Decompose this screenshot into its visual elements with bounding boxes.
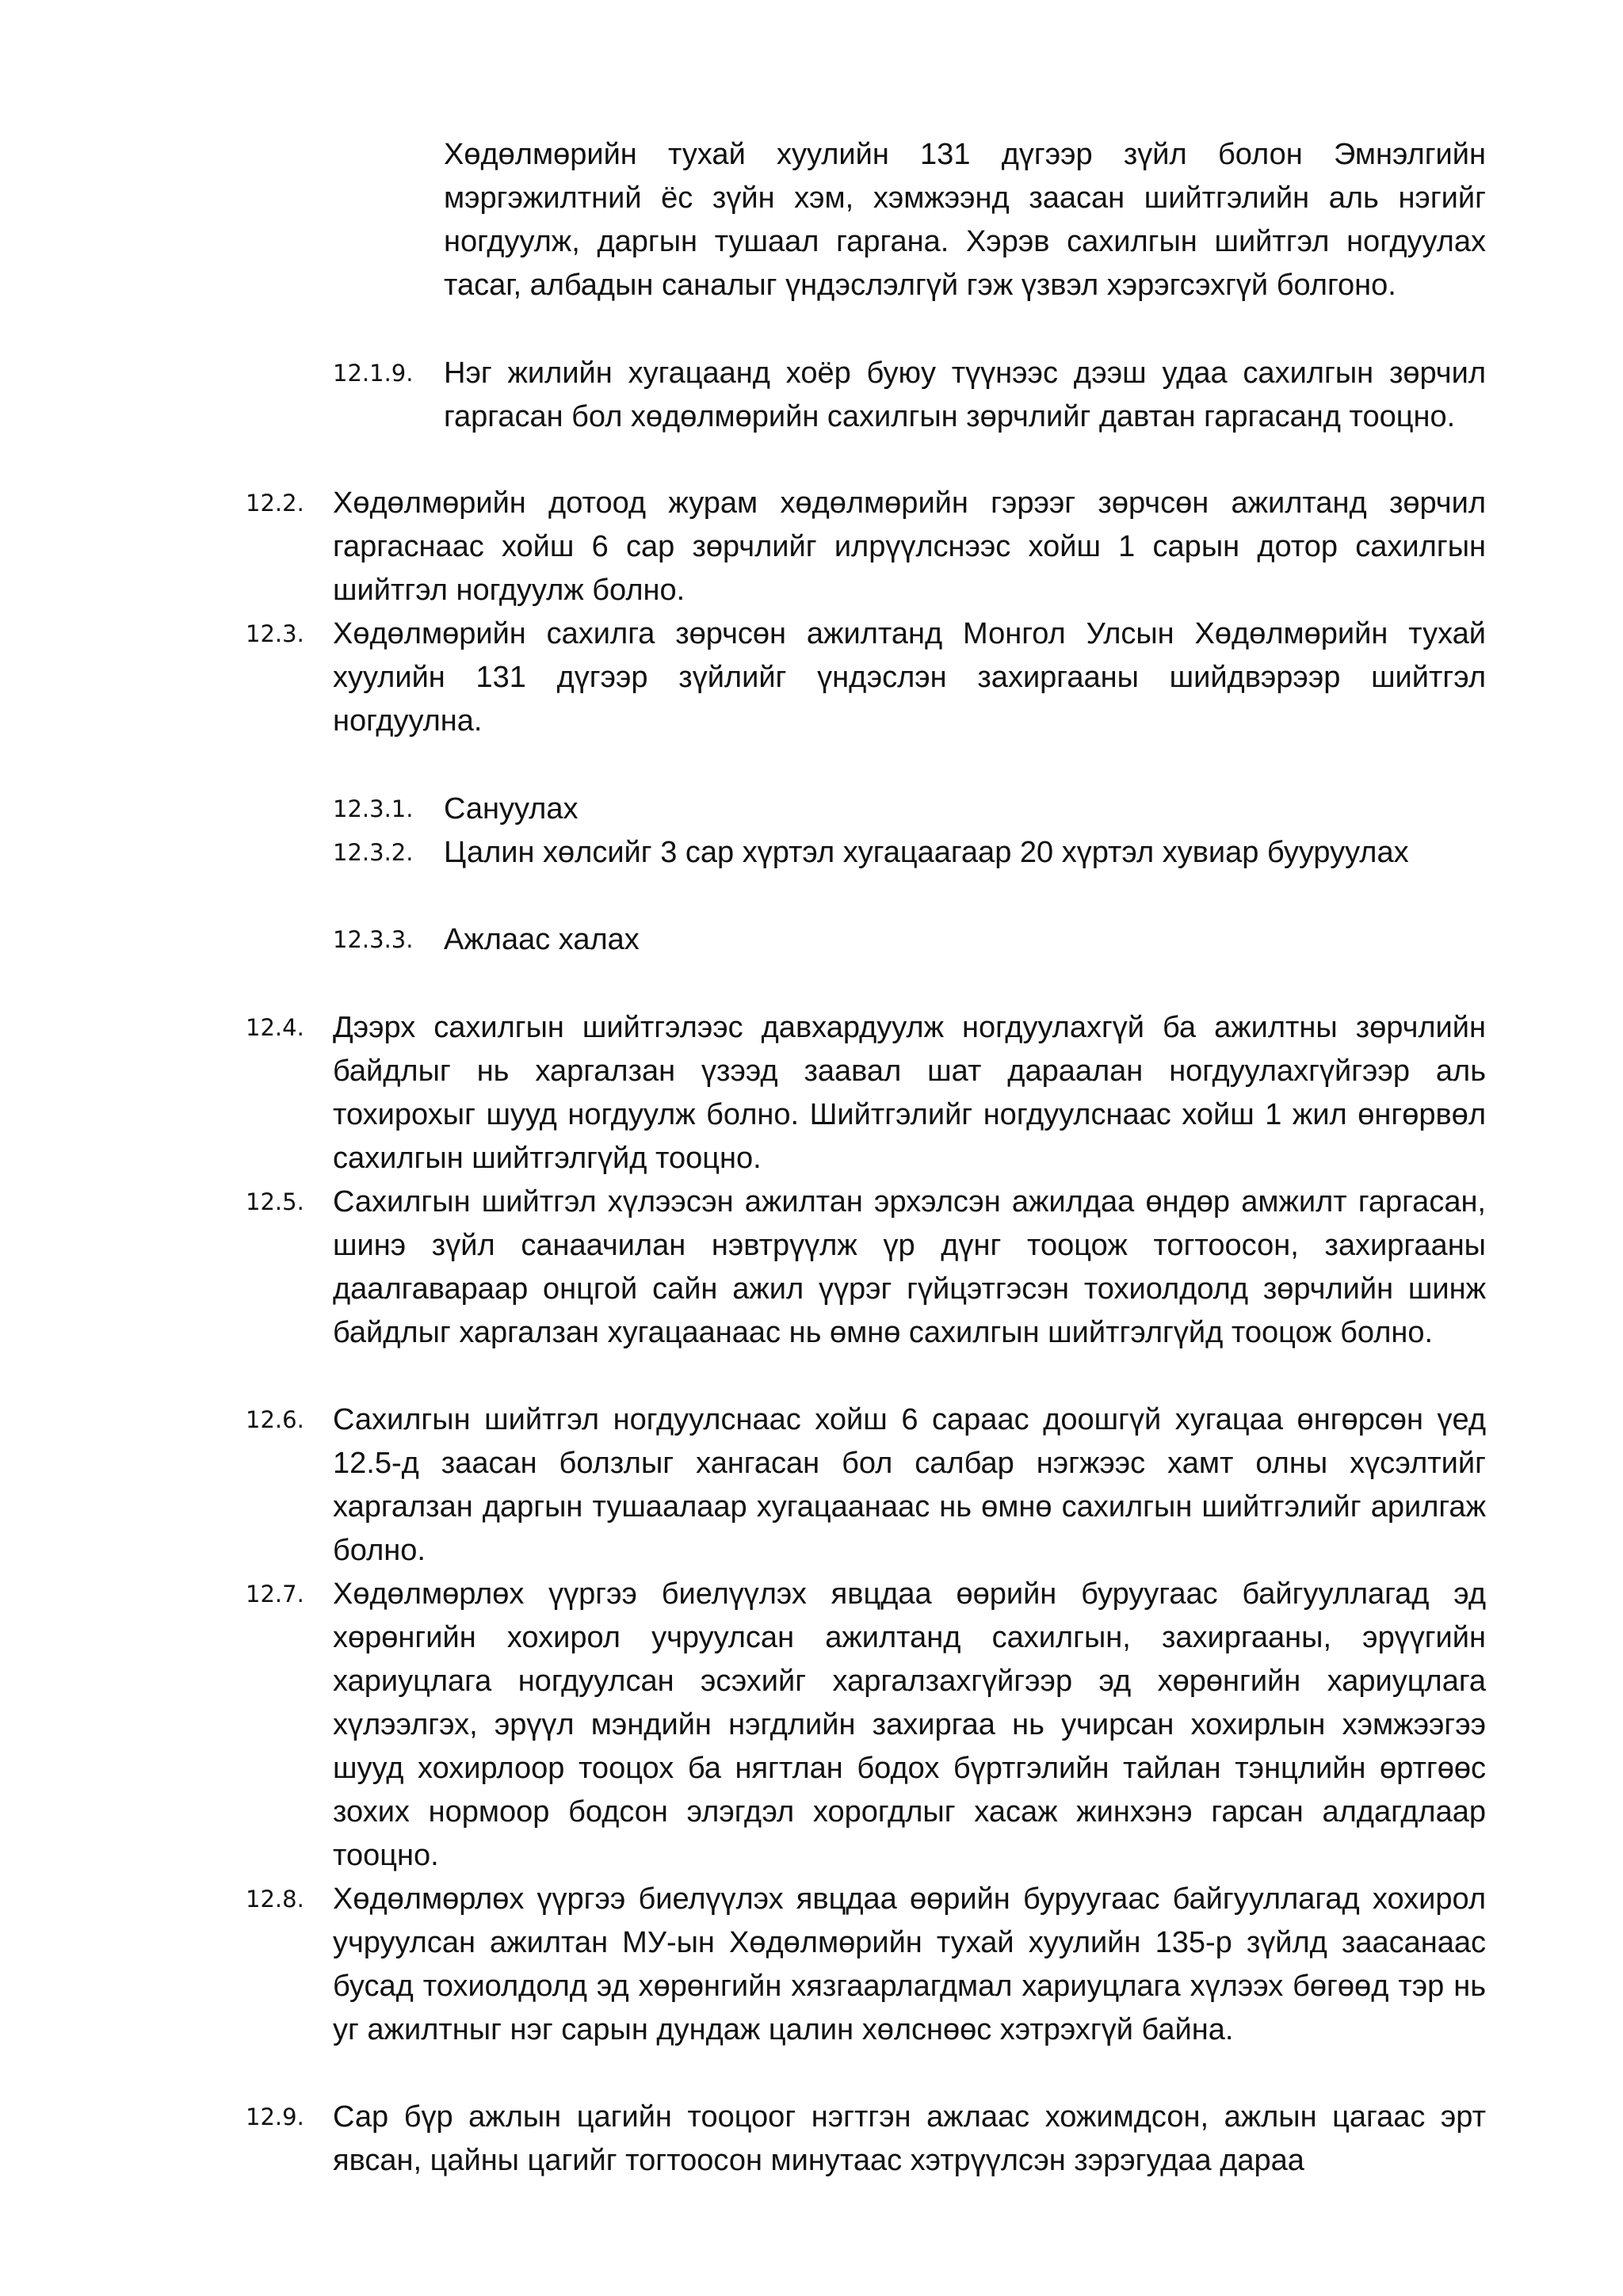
item-number: 12.3.1. [333, 795, 414, 822]
item-text: Хөдөлмөрлөх үүргээ биелүүлэх явцдаа өөрийн буруугаас байгууллагад эд хөрөнгийн хохирол учруулсан ажилтанд сахилгын, захиргааны, эрүүгийн хариуцлага ногдуулсан эсэхийг харгалзахгүйгээр эд хөрөнгийн хариуцлага хүлээлгэх, эрүүл мэндийн нэгдлийн захиргаа нь учирсан хохирлын хэмжээгээ шууд хохирлоор тооцох ба нягтлан бодох бүртгэлийн тайлан тэнцлийн өртгөөс зохих нормоор бодсон элэгдэл хорогдлыг хасаж жинхэнэ гарсан алдагдлаар тооцно. [333, 1577, 1486, 1872]
list-item-12-8 [246, 1878, 1486, 2052]
item-text: Хөдөлмөрийн сахилга зөрчсөн ажилтанд Монгол Улсын Хөдөлмөрийн тухай хуулийн 131 дүгээр зүйлийг үндэслэн захиргааны шийдвэрээр шийтгэл ногдуулна. [333, 617, 1486, 738]
list-item-12-9 [246, 2096, 1486, 2183]
paragraph-12-1-8-continuation [444, 133, 1486, 307]
item-text: Ажлаас халах [444, 923, 640, 956]
list-item-12-6 [246, 1398, 1486, 1573]
item-number: 12.1.9. [333, 360, 414, 387]
item-text: Сахилгын шийтгэл хүлээсэн ажилтан эрхэлсэн ажилдаа өндөр амжилт гаргасан, шинэ зүйл санаачилан нэвтрүүлж үр дүнг тооцож тогтоосон, захиргааны даалгавараар онцгой сайн ажил үүрэг гүйцэтгэсэн тохиолдолд зөрчлийн шинж байдлыг харгалзан хугацаанаас нь өмнө сахилгын шийтгэлгүйд тооцож болно. [333, 1185, 1486, 1349]
item-text: Хөдөлмөрийн дотоод журам хөдөлмөрийн гэрээг зөрчсөн ажилтанд зөрчил гаргаснаас хойш 6 сар зөрчлийг илрүүлснээс хойш 1 сарын дотор сахилгын шийтгэл ногдуулж болно. [333, 486, 1486, 607]
list-item-12-7 [246, 1573, 1486, 1878]
item-text: Хөдөлмөрлөх үүргээ биелүүлэх явцдаа өөрийн буруугаас байгууллагад хохирол учруулсан ажилтан МУ-ын Хөдөлмөрийн тухай хуулийн 135-р зүйлд заасанаас бусад тохиолдолд эд хөрөнгийн хязгаарлагдмал хариуцлага хүлээх бөгөөд тэр нь уг ажилтныг нэг сарын дундаж цалин хөлснөөс хэтрэхгүй байна. [333, 1882, 1486, 2046]
paragraph-text: Хөдөлмөрийн тухай хуулийн 131 дүгээр зүйл болон Эмнэлгийн мэргэжилтний ёс зүйн хэм, хэмжээнд заасан шийтгэлийн аль нэгийг ногдуулж, даргын тушаал гаргана. Хэрэв сахилгын шийтгэл ногдуулах тасаг, албадын саналыг үндэслэлгүй гэж үзвэл хэрэгсэхгүй болгоно. [444, 138, 1486, 302]
item-text: Дээрх сахилгын шийтгэлээс давхардуулж ногдуулахгүй ба ажилтны зөрчлийн байдлыг нь харгалзан үзээд заавал шат дараалан ногдуулахгүйгээр аль тохирохыг шууд ногдуулж болно. Шийтгэлийг ногдуулснаас хойш 1 жил өнгөрвөл сахилгын шийтгэлгүйд тооцно. [333, 1011, 1486, 1175]
item-text: Сахилгын шийтгэл ногдуулснаас хойш 6 сараас доошгүй хугацаа өнгөрсөн үед 12.5-д заасан болзлыг хангасан бол салбар нэгжээс хамт олны хүсэлтийг харгалзан даргын тушаалаар хугацаанаас нь өмнө сахилгын шийтгэлийг арилгаж болно. [333, 1403, 1486, 1567]
item-text: Сануулах [444, 792, 579, 826]
list-item-12-3 [246, 612, 1486, 743]
item-number: 12.3.3. [333, 926, 414, 953]
item-number: 12.4. [246, 1014, 304, 1041]
item-number: 12.7. [246, 1581, 304, 1608]
list-item-12-4 [246, 1006, 1486, 1180]
item-number: 12.5. [246, 1188, 304, 1215]
item-text: Цалин хөлсийг 3 сар хүртэл хугацаагаар 20 хүртэл хувиар бууруулах [444, 836, 1409, 869]
item-text: Нэг жилийн хугацаанд хоёр буюу түүнээс дээш удаа сахилгын зөрчил гаргасан бол хөдөлмөрийн сахилгын зөрчлийг давтан гаргасанд тооцно. [444, 357, 1486, 433]
list-item-12-2 [246, 482, 1486, 612]
list-item-12-3-2 [333, 831, 1486, 875]
list-item-12-5 [246, 1180, 1486, 1355]
item-number: 12.6. [246, 1406, 304, 1433]
item-number: 12.8. [246, 1886, 304, 1913]
item-number: 12.2. [246, 490, 304, 517]
list-item-12-3-3 [333, 918, 1486, 962]
list-item-12-3-1 [333, 788, 1486, 831]
item-text: Сар бүр ажлын цагийн тооцоог нэгтгэн ажлаас хожимдсон, ажлын цагаас эрт явсан, цайны цагийг тогтоосон минутаас хэтрүүлсэн зэрэгудаа дараа [333, 2100, 1486, 2177]
list-item-12-1-9 [333, 352, 1486, 439]
item-number: 12.3. [246, 620, 304, 647]
item-number: 12.9. [246, 2103, 304, 2130]
item-number: 12.3.2. [333, 839, 414, 866]
